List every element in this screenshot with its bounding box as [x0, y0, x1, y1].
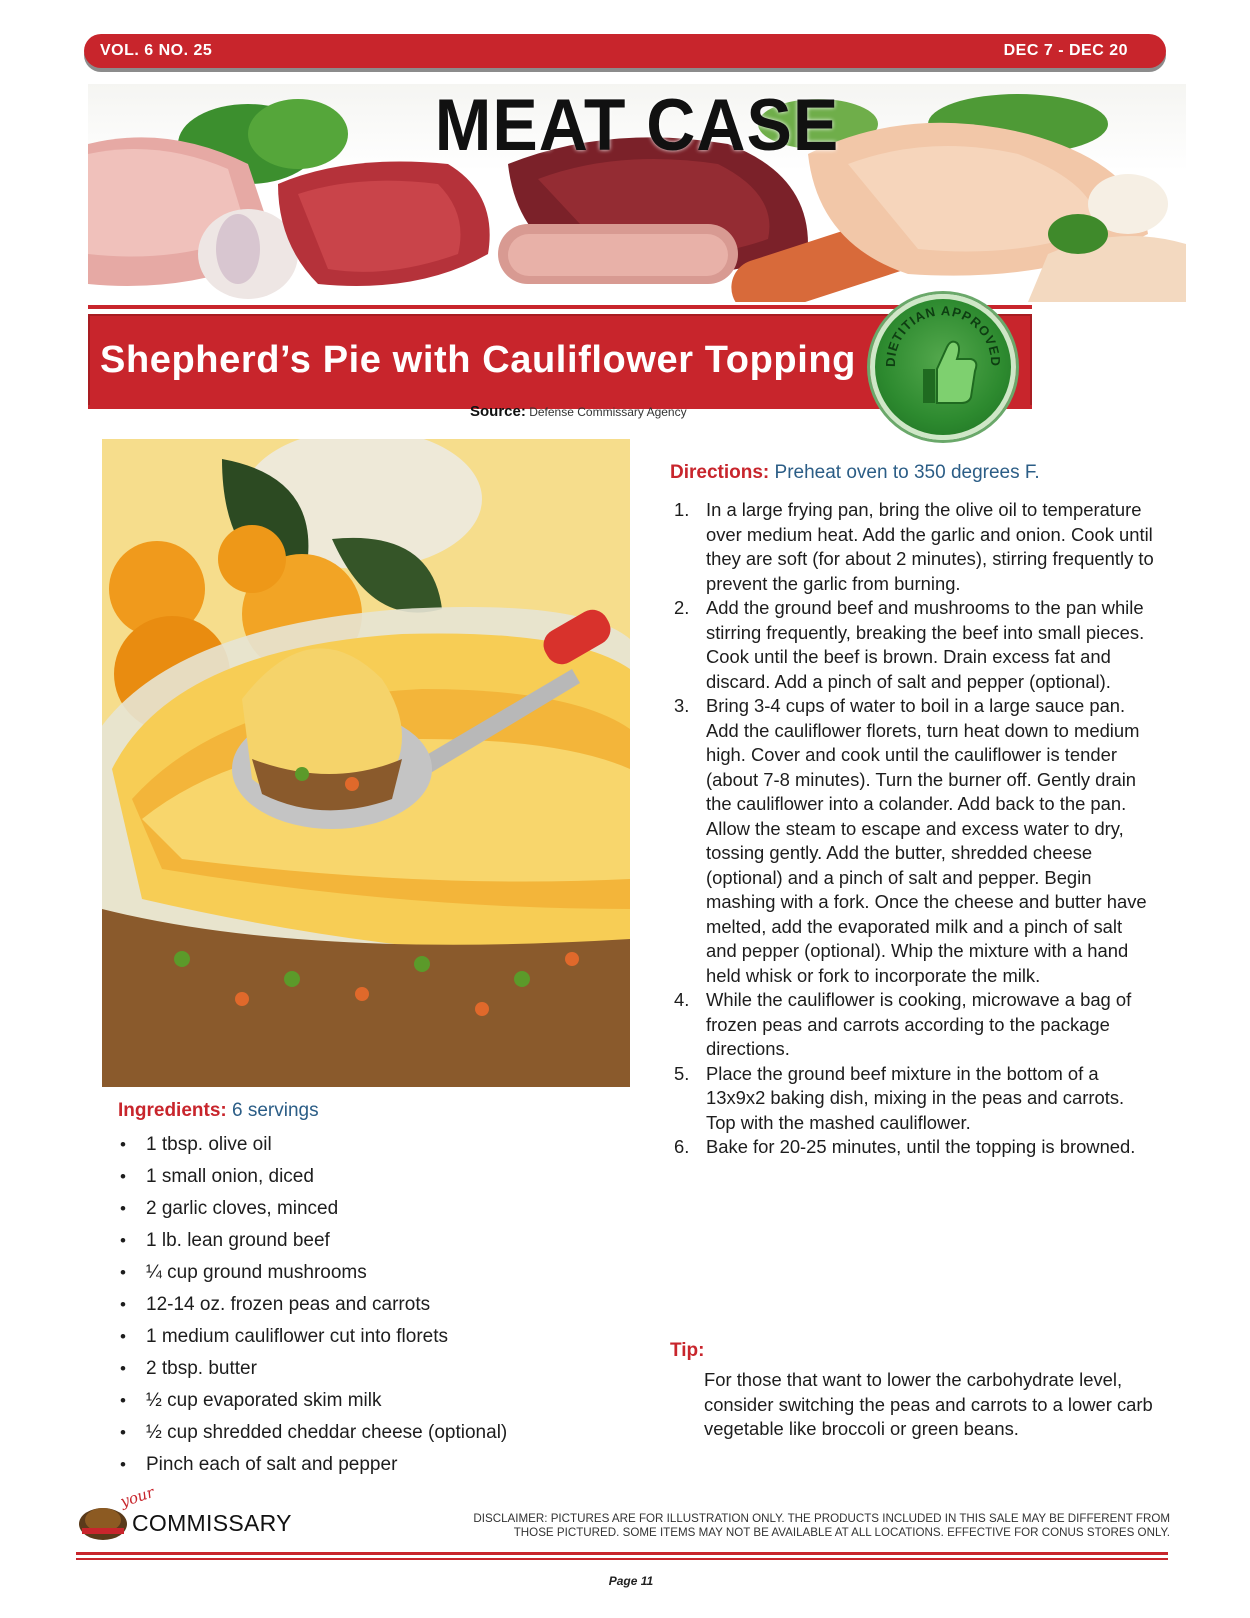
ingredient-item: • 2 tbsp. butter [120, 1353, 507, 1385]
ingredient-item: • Pinch each of salt and pepper [120, 1449, 507, 1481]
tip-heading [670, 1340, 704, 1362]
step-text: While the cauliflower is cooking, microwave a bag of frozen peas and carrots according to the package directions. [706, 989, 1132, 1059]
step-text: In a large frying pan, bring the olive oil to temperature over medium heat. Add the garlic and onion. Cook until they are soft (for about 2 minutes), stirring frequently to prevent the garlic from burning. [706, 499, 1154, 594]
tip-text: For those that want to lower the carbohydrate level, consider switching the peas and carrots to a lower carb vegetable like broccoli or green beans. [704, 1369, 1153, 1439]
ingredient-item: • 2 garlic cloves, minced [120, 1193, 507, 1225]
ingredients-list [120, 1129, 507, 1481]
ingredients-label: Ingredients: [118, 1100, 227, 1121]
step-number: 5. [674, 1062, 690, 1084]
step-number: 2. [674, 597, 690, 618]
ingredient-item: • ¼ cup ground mushrooms [120, 1257, 507, 1289]
thumbs-up-icon [875, 299, 1011, 435]
tip-label: Tip: [670, 1340, 705, 1361]
footer-rule [76, 1552, 1168, 1555]
meat-case-hero-image [88, 84, 1186, 302]
step-number: 4. [674, 989, 690, 1010]
direction-step [674, 1062, 1154, 1136]
dietitian-approved-badge [870, 294, 1016, 440]
ingredient-item: • 12-14 oz. frozen peas and carrots [120, 1289, 507, 1321]
disclaimer-line: THOSE PICTURED. SOME ITEMS MAY NOT BE AVAILABLE AT ALL LOCATIONS. EFFECTIVE FOR CONUS STORES ONLY. [513, 1526, 1170, 1539]
issue-banner [84, 34, 1166, 68]
footer-rule [76, 1558, 1168, 1560]
step-number: 1. [674, 499, 690, 520]
ingredient-item: • 1 medium cauliflower cut into florets [120, 1321, 507, 1353]
source-label: Source: [470, 403, 526, 420]
directions-intro: Preheat oven to 350 degrees F. [774, 462, 1040, 483]
directions-heading [670, 462, 1040, 484]
date-range: DEC 7 - DEC 20 [1003, 42, 1128, 59]
ingredient-item: • 1 lb. lean ground beef [120, 1225, 507, 1257]
direction-step [674, 596, 1154, 694]
step-text: Place the ground beef mixture in the bottom of a 13x9x2 baking dish, mixing in the peas and carrots. Top with the mashed cauliflower. [706, 1062, 1125, 1133]
servings-count: 6 servings [232, 1100, 319, 1121]
page-number-wrap [0, 1574, 1250, 1588]
source-value: Defense Commissary Agency [529, 405, 687, 419]
ingredient-item: • ½ cup evaporated skim milk [120, 1385, 507, 1417]
step-number: 3. [674, 695, 690, 716]
volume-number: VOL. 6 NO. 25 [100, 42, 213, 59]
recipe-title: Shepherd’s Pie with Cauliflower Topping [100, 339, 856, 381]
logo-name-text: COMMISSARY [132, 1510, 292, 1536]
shepherds-pie-photo [102, 439, 630, 1087]
direction-step [674, 988, 1154, 1062]
direction-step [674, 1135, 1154, 1160]
ingredient-item: • 1 tbsp. olive oil [120, 1129, 507, 1161]
page-number: Page 11 [608, 1574, 654, 1588]
direction-step [674, 498, 1154, 596]
pie-illustration [102, 439, 630, 1087]
directions-label: Directions: [670, 462, 770, 483]
step-number: 6. [674, 1136, 690, 1157]
directions-list [674, 498, 1154, 1160]
ingredient-item: • ½ cup shredded cheddar cheese (optional) [120, 1417, 507, 1449]
step-text: Bake for 20-25 minutes, until the topping is browned. [706, 1136, 1136, 1157]
ingredients-heading [118, 1100, 319, 1122]
ingredient-item: • 1 small onion, diced [120, 1161, 507, 1193]
disclaimer [470, 1512, 1170, 1540]
badge-label: DIETITIAN APPROVED [882, 303, 1004, 368]
step-text: Bring 3-4 cups of water to boil in a large sauce pan. Add the cauliflower florets, turn heat down to medium high. Cover and cook until the cauliflower is tender (about 7-8 minutes). Turn the burner off. Gently drain the cauliflower into a colander. Add back to the pan. Allow the steam to escape and excess water to dry, tossing gently. Add the butter, shredded cheese (optional) and a pinch of salt and pepper. Begin mashing with a fork. Once the cheese and butter have melted, add the evaporated milk and a pinch of salt and pepper (optional). Whip the mixture with a hand held whisk or fork to incorporate the milk. [706, 695, 1147, 986]
section-title: MEAT CASE [434, 84, 840, 167]
commissary-logo [76, 1483, 316, 1546]
step-text: Add the ground beef and mushrooms to the pan while stirring frequently, breaking the beef into small pieces. Cook until the beef is brown. Drain excess fat and discard. Add a pinch of salt and pepper (optional). [706, 597, 1145, 692]
disclaimer-line: DISCLAIMER: PICTURES ARE FOR ILLUSTRATION ONLY. THE PRODUCTS INCLUDED IN THIS SALE MAY BE DIFFERENT FROM [473, 1512, 1170, 1525]
direction-step [674, 694, 1154, 988]
logo-your-text: your [118, 1483, 157, 1511]
recipe-source [470, 403, 687, 420]
